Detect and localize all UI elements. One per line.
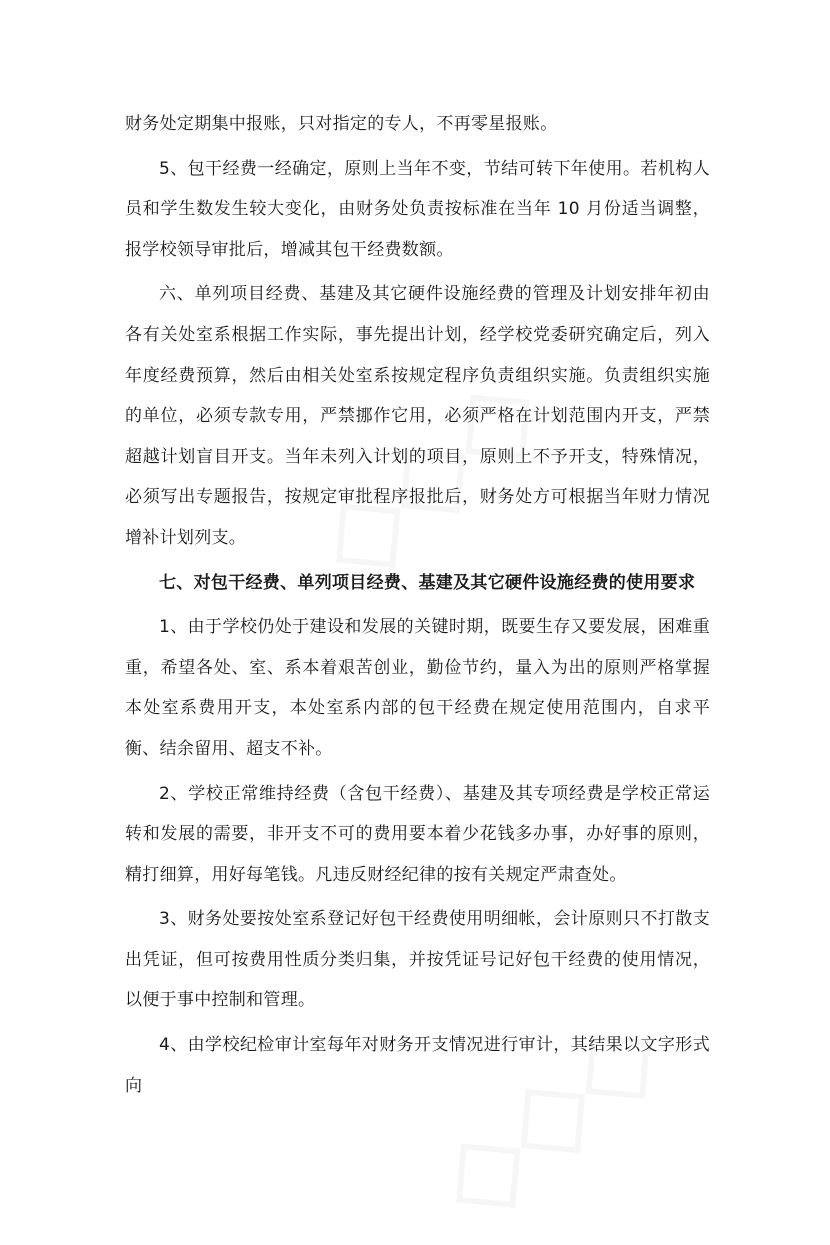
paragraph-continuation: 财务处定期集中报账，只对指定的专人，不再零星报账。 — [125, 114, 558, 134]
paragraph-item-4: 4、由学校纪检审计室每年对财务开支情况进行审计，其结果以文字形式向 — [125, 1035, 710, 1096]
paragraph-section-6: 六、单列项目经费、基建及其它硬件设施经费的管理及计划安排年初由各有关处室系根据工作实际，事先提出计划，经学校党委研究确定后，列入年度经费预算，然后由相关处室系按规定程序负责组织实施。负责组织实施的单位，必须专款专用，严禁挪作它用，必须严格在计划范围内开支，严禁超越计划盲目开支。当年未列入计划的项目，原则上不予开支，特殊情况，必须写出专题报告，按规定审批程序报批后，财务处方可根据当年财力情况增补计划列支。 — [125, 284, 710, 548]
paragraph-item-1: 1、由于学校仍处于建设和发展的关键时期，既要生存又要发展，困难重重，希望各处、室、系本着艰苦创业，勤俭节约，量入为出的原则严格掌握本处室系费用开支，本处室系内部的包干经费在规定使用范围内，自求平衡、结余留用、超支不补。 — [125, 617, 710, 759]
paragraph-item-3: 3、财务处要按处室系登记好包干经费使用明细帐，会计原则只不打散支出凭证，但可按费用性质分类归集，并按凭证号记好包干经费的使用情况，以便于事中控制和管理。 — [125, 909, 710, 1011]
paragraph-item-2: 2、学校正常维持经费（含包干经费）、基建及其专项经费是学校正常运转和发展的需要，非开支不可的费用要本着少花钱多办事，办好事的原则，精打细算，用好每笔钱。凡违反财经纪律的按有关规定严肃查处。 — [125, 783, 710, 885]
section-heading-7: 七、对包干经费、单列项目经费、基建及其它硬件设施经费的使用要求 — [159, 572, 696, 593]
paragraph-item-5: 5、包干经费一经确定，原则上当年不变，节结可转下年使用。若机构人员和学生数发生较大变化，由财务处负责按标准在当年 10 月份适当调整，报学校领导审批后，增减其包干经费数额。 — [125, 158, 710, 260]
